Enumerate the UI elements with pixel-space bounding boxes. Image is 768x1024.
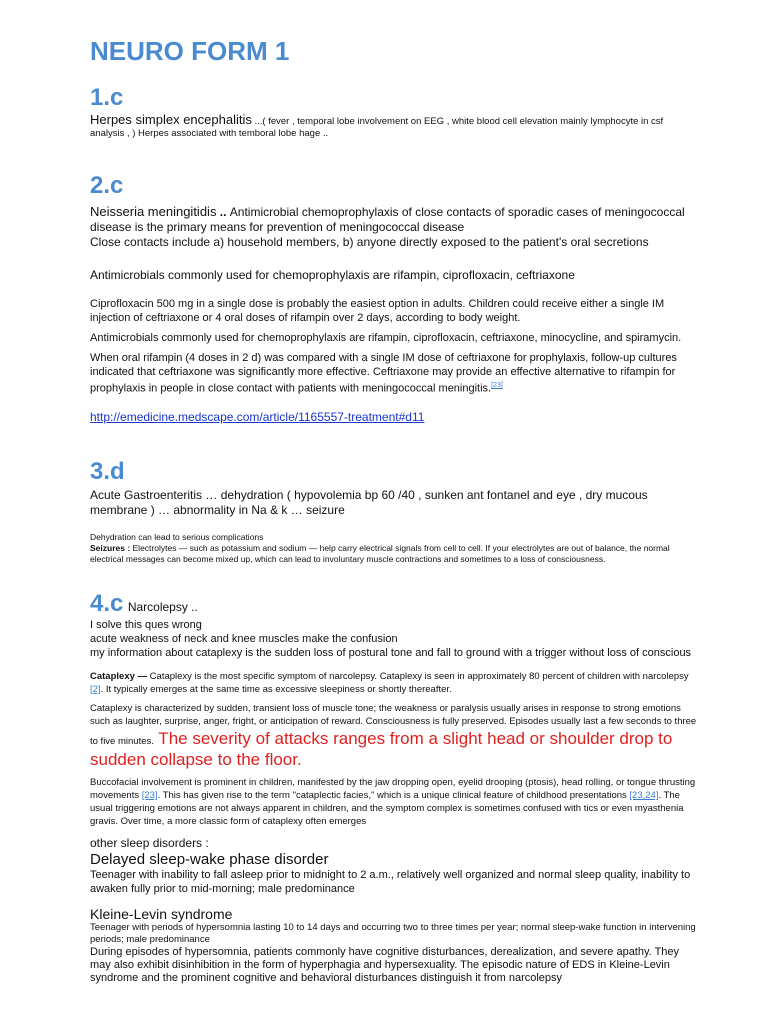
q3-text: Acute Gastroenteritis … dehydration ( hypovolemia bp 60 /40 , sunken ant fontanel and eye , dry mucous membrane ) … abnormality in Na & k … seizure xyxy=(90,488,648,517)
kls-text: Teenager with periods of hypersomnia lasting 10 to 14 days and occurring two to three times per year; normal sleep-wake function in intervening periods; male predominance xyxy=(90,922,696,945)
seizures-text: Electrolytes — such as potassium and sodium — help carry electrical signals from cell to cell. If your electrolytes are out of balance, the normal electrical messages can become mixed up, which can lead to involuntary muscle contractions and sometimes to a loss of consciousness. xyxy=(90,543,670,564)
question-1 xyxy=(90,84,698,140)
question-3 xyxy=(90,458,698,565)
q2-text xyxy=(90,204,698,235)
citation-link[interactable]: [23] xyxy=(491,382,503,389)
q4-cataplexy xyxy=(90,670,698,696)
question-2 xyxy=(90,172,698,426)
bucco-text-c: . The usual triggering emotions are not always apparent in children, and the symptom complex is sometimes confused with tics or even myasthenia gravis. Over time, a more classic form of cataplexy often emerges xyxy=(90,790,684,827)
q4-header xyxy=(90,590,698,618)
q2-antimicrobials-1: Antimicrobials commonly used for chemoprophylaxis are rifampin, ciprofloxacin, ceftriaxone xyxy=(90,268,575,282)
q4-lead: Narcolepsy .. xyxy=(127,600,198,614)
q3-seizures xyxy=(90,543,698,565)
severity-text: The severity of attacks ranges from a slight head or shoulder drop to sudden collapse to the floor. xyxy=(90,729,673,769)
citation-link[interactable]: [2] xyxy=(90,684,101,695)
answer-number: 4.c xyxy=(90,590,124,617)
other-sleep-disorders xyxy=(90,836,698,985)
citation-link[interactable]: [23,24] xyxy=(629,790,659,801)
q4-line-1: I solve this ques wrong xyxy=(90,619,202,631)
q2-rifampin-text: When oral rifampin (4 doses in 2 d) was compared with a single IM dose of ceftriaxone for prophylaxis, follow-up cultures indicated that ceftriaxone was significantly more effective. Ceftriaxone may provide an effective alternative to rifampin for prophylaxis in people in close contact with patients with meningococcal meningitis. xyxy=(90,352,677,395)
cataplexy-text-end: . It typically emerges at the same time as excessive sleepiness or shortly thereafter. xyxy=(100,684,452,695)
q2-antimicrobials-2: Antimicrobials commonly used for chemoprophylaxis are rifampin, ciprofloxacin, ceftriaxone, minocycline, and spiramycin. xyxy=(90,332,682,344)
cataplexy-text: Cataplexy is the most specific symptom of narcolepsy. Cataplexy is seen in approximately 80 percent of children with narcolepsy xyxy=(147,671,689,682)
medscape-link[interactable]: http://emedicine.medscape.com/article/1165557-treatment#d11 xyxy=(90,409,425,424)
q1-text xyxy=(90,114,698,140)
dswpd-title: Delayed sleep-wake phase disorder xyxy=(90,851,329,868)
page-title: NEURO FORM 1 xyxy=(90,36,290,66)
other-heading: other sleep disorders : xyxy=(90,836,209,850)
q4-characterized xyxy=(90,702,698,770)
q1-detail: ...( fever , temporal lobe involvement on EEG , white blood cell elevation mainly lymphocyte in csf analysis , ) Herpes associated with temboral lobe hage .. xyxy=(90,116,664,139)
q1-lead: Herpes simplex encephalitis xyxy=(90,112,252,127)
q2-cipro: Ciprofloxacin 500 mg in a single dose is probably the easiest option in adults. Children could receive either a single IM injection of ceftriaxone or 4 oral doses of rifampin over 2 days, according to body weight. xyxy=(90,298,665,324)
characterized-text: Cataplexy is characterized by sudden, transient loss of muscle tone; the weakness or paralysis usually arises in response to strong emotions such as laughter, surprise, anger, fright, or anticipation of reward. Consciousness is fully preserved. Episodes usually last a few seconds to three to five minutes. xyxy=(90,703,697,747)
kls-more: During episodes of hypersomnia, patients commonly have cognitive disturbances, derealization, and severe apathy. They may also exhibit disinhibition in the form of hyperphagia and hypersexuality. The episodic nature of EDS in Kleine-Levin syndrome and the prominent cognitive and behavioral disturbances distinguish it from narcolepsy xyxy=(90,946,680,984)
q2-rifampin xyxy=(90,351,698,396)
q4-line-2: acute weakness of neck and knee muscles make the confusion xyxy=(90,633,398,645)
q2-contacts: Close contacts include a) household members, b) anyone directly exposed to the patient's oral secretions xyxy=(90,235,649,249)
q2-dots: .. xyxy=(216,205,230,219)
bucco-text-a: Buccofacial involvement is prominent in children, manifested by the jaw dropping open, eyelid drooping (ptosis), head rolling, or tongue thrusting movements xyxy=(90,777,696,801)
q4-buccofacial xyxy=(90,776,698,828)
cataplexy-label: Cataplexy — xyxy=(90,671,148,682)
dswpd-text: Teenager with inability to fall asleep prior to midnight to 2 a.m., relatively well organized and normal sleep quality, inability to awaken fully prior to mid-morning; male predominance xyxy=(90,869,691,895)
q2-lead: Neisseria meningitidis xyxy=(90,204,217,219)
answer-number: 1.c xyxy=(90,84,124,111)
answer-number: 2.c xyxy=(90,172,124,199)
q3-complications: Dehydration can lead to serious complications xyxy=(90,532,264,542)
q2-detail: Antimicrobial chemoprophylaxis of close contacts of sporadic cases of meningococcal disease is the primary means for prevention of meningococcal disease xyxy=(90,205,685,234)
answer-number: 3.d xyxy=(90,458,125,485)
question-4 xyxy=(90,590,698,828)
seizures-label: Seizures : xyxy=(90,543,131,553)
kls-title: Kleine-Levin syndrome xyxy=(90,906,233,922)
q2-link-row xyxy=(90,408,698,426)
citation-link[interactable]: [23] xyxy=(141,790,158,801)
bucco-text-b: . This has given rise to the term "cataplectic facies," which is a unique clinical feature of childhood presentations xyxy=(157,790,630,801)
q4-line-3: my information about cataplexy is the sudden loss of postural tone and fall to ground with a trigger without loss of conscious xyxy=(90,647,692,659)
